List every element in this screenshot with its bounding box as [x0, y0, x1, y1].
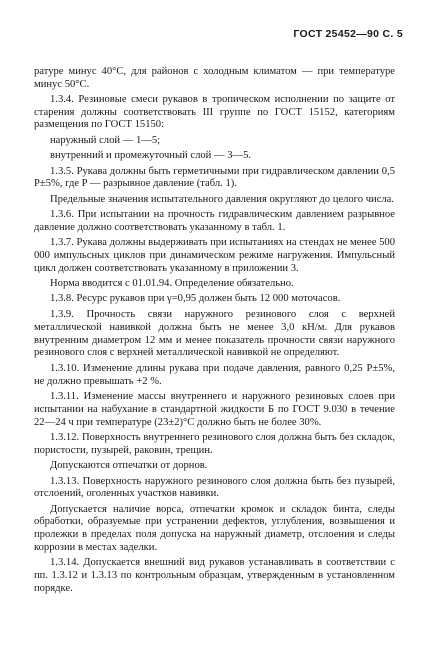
- paragraph-pressure-rounding: Предельные значения испытательного давления округляют до целого числа.: [50, 193, 395, 205]
- paragraph-inner-layer: внутренний и промежуточный слой — 3—5.: [50, 150, 252, 161]
- paragraph-1-3-4: 1.3.4. Резиновые смеси рукавов в тропическом исполнении по защите от старения должны соответствовать III группе по ГОСТ 15152, категориям размещения по ГОСТ 15150:: [34, 94, 395, 131]
- paragraph-continuation: ратуре минус 40°С, для районов с холодным климатом — при температуре минус 50°С.: [34, 66, 395, 90]
- paragraph-mandrel-marks: Допускаются отпечатки от дорнов.: [50, 460, 208, 472]
- paragraph-1-3-11: 1.3.11. Изменение массы внутреннего и наружного резиновых слоев при испытании на набухание в стандартной жидкости Б по ГОСТ 9.030 в течение 22—24 ч при температуре (23±2)°С должно быть не более 30%.: [34, 391, 395, 428]
- page-header: ГОСТ 25452—90 С. 5: [293, 28, 403, 40]
- paragraph-norm-date: Норма вводится с 01.01.94. Определение обязательно.: [50, 278, 294, 290]
- paragraph-1-3-10: 1.3.10. Изменение длины рукава при подаче давления, равного 0,25 P±5%, не должно превышать +2 %.: [34, 362, 395, 387]
- paragraph-1-3-14: 1.3.14. Допускается внешний вид рукавов устанавливать в соответствии с пп. 1.3.12 и 1.3.13 по контрольным образцам, утвержденным в установленном порядке.: [34, 557, 395, 594]
- paragraph-1-3-12: 1.3.12. Поверхность внутреннего резинового слоя должна быть без складок, пористости, пузырей, раковин, трещин.: [34, 432, 395, 456]
- paragraph-1-3-8: 1.3.8. Ресурс рукавов при γ=0,95 должен быть 12 000 моточасов.: [50, 293, 341, 305]
- paragraph-outer-layer: наружный слой — 1—5;: [50, 134, 161, 146]
- paragraph-1-3-9: 1.3.9. Прочность связи наружного резинового слоя с верхней металлической навивкой должна быть не менее 3,0 кН/м. Для рукавов внутренним диаметром 12 мм и менее показатель прочности связи наружного резинового слоя с верхней металлической навивкой не определяют.: [34, 309, 395, 359]
- paragraph-1-3-6: 1.3.6. При испытании на прочность гидравлическим давлением разрывное давление должно соответствовать указанному в табл. 1.: [34, 209, 395, 234]
- paragraph-1-3-5: 1.3.5. Рукава должны быть герметичными при гидравлическом давлении 0,5 P±5%, где P — разрывное давление (табл. 1).: [34, 165, 395, 190]
- paragraph-1-3-7: 1.3.7. Рукава должны выдерживать при испытаниях на стендах не менее 500 000 импульсных циклов при динамическом режиме нагружения. Импульсный цикл должен соответствовать указанному в приложении 3.: [34, 237, 395, 274]
- document-body: [34, 66, 395, 598]
- paragraph-allowed-defects: Допускается наличие ворса, отпечатки кромок и складок бинта, следы обработки, образуемые при устранении дефектов, углубления, возвышения и пролежки в пределах поля допуска на наружный диаметр, отслоения и следы коррозии в местах заделки.: [34, 503, 395, 553]
- paragraph-1-3-13: 1.3.13. Поверхность наружного резинового слоя должна быть без пузырей, отслоений, оголенных участков навивки.: [34, 475, 395, 500]
